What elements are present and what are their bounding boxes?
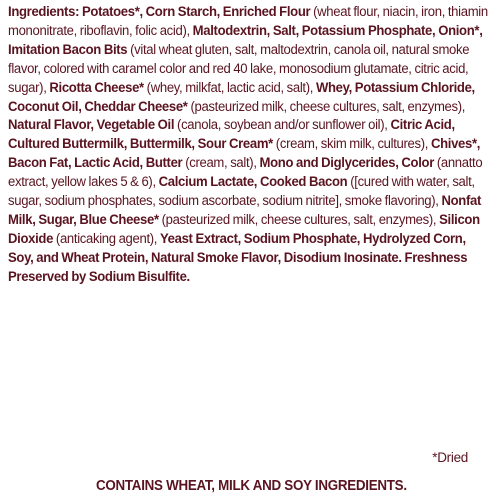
allergen-statement: CONTAINS WHEAT, MILK AND SOY INGREDIENTS.	[96, 478, 407, 494]
ingredients-body	[8, 3, 488, 284]
ingredient-name: Mono and Diglycerides, Color	[259, 154, 434, 171]
ingredient-name: Chives*, Bacon Fat, Lactic Acid, Butter	[8, 135, 481, 171]
ingredient-name: Ricotta Cheese*	[49, 78, 144, 95]
ingredient-detail: ([cured with water, salt, sugar, sodium phosphates, sodium ascorbate, sodium nitrite], smoke flavoring),	[8, 173, 475, 209]
ingredient-detail: (pasteurized milk, cheese cultures, salt, enzymes),	[158, 210, 440, 227]
ingredient-name: Silicon Dioxide	[8, 210, 480, 246]
ingredient-detail: (wheat flour, niacin, iron, thiamin mononitrate, riboflavin, folic acid),	[8, 3, 488, 38]
ingredient-detail: (whey, milkfat, lactic acid, salt),	[143, 78, 316, 95]
ingredient-detail: (annatto extract, yellow lakes 5 & 6),	[8, 154, 483, 190]
ingredients-heading: Ingredients:	[8, 3, 80, 19]
ingredient-detail: (pasteurized milk, cheese cultures, salt, enzymes),	[187, 97, 466, 114]
ingredient-name: Maltodextrin, Salt, Potassium Phosphate, Onion*, Imitation Bacon Bits	[8, 21, 483, 57]
ingredient-detail: (canola, soybean and/or sunflower oil),	[174, 116, 391, 133]
ingredient-name: Calcium Lactate, Cooked Bacon	[158, 173, 348, 190]
ingredient-detail: (cream, skim milk, cultures),	[272, 135, 431, 152]
ingredient-name: Potatoes*, Corn Starch, Enriched Flour	[81, 3, 311, 19]
ingredient-name: Yeast Extract, Sodium Phosphate, Hydrolyzed Corn, Soy, and Wheat Protein, Natural Smoke Flavor, Disodium Inosinate. Freshness Preserved by Sodium Bisulfite.	[8, 229, 468, 284]
ingredient-name: Natural Flavor, Vegetable Oil	[8, 116, 175, 133]
ingredient-name: Nonfat Milk, Sugar, Blue Cheese*	[8, 192, 482, 227]
ingredient-detail: (cream, salt),	[182, 154, 260, 171]
ingredient-detail: (anticaking agent),	[53, 229, 160, 246]
dried-footnote: *Dried	[432, 450, 468, 465]
ingredient-name: Citric Acid, Cultured Buttermilk, Buttermilk, Sour Cream*	[8, 116, 455, 152]
ingredient-detail: (vital wheat gluten, salt, maltodextrin, canola oil, natural smoke flavor, colored with caramel color and red 40 lake, monosodium glutamate, citric acid, sugar),	[8, 40, 470, 95]
ingredients-paragraph	[8, 2, 492, 286]
ingredient-name: Whey, Potassium Chloride, Coconut Oil, Cheddar Cheese*	[8, 78, 475, 114]
